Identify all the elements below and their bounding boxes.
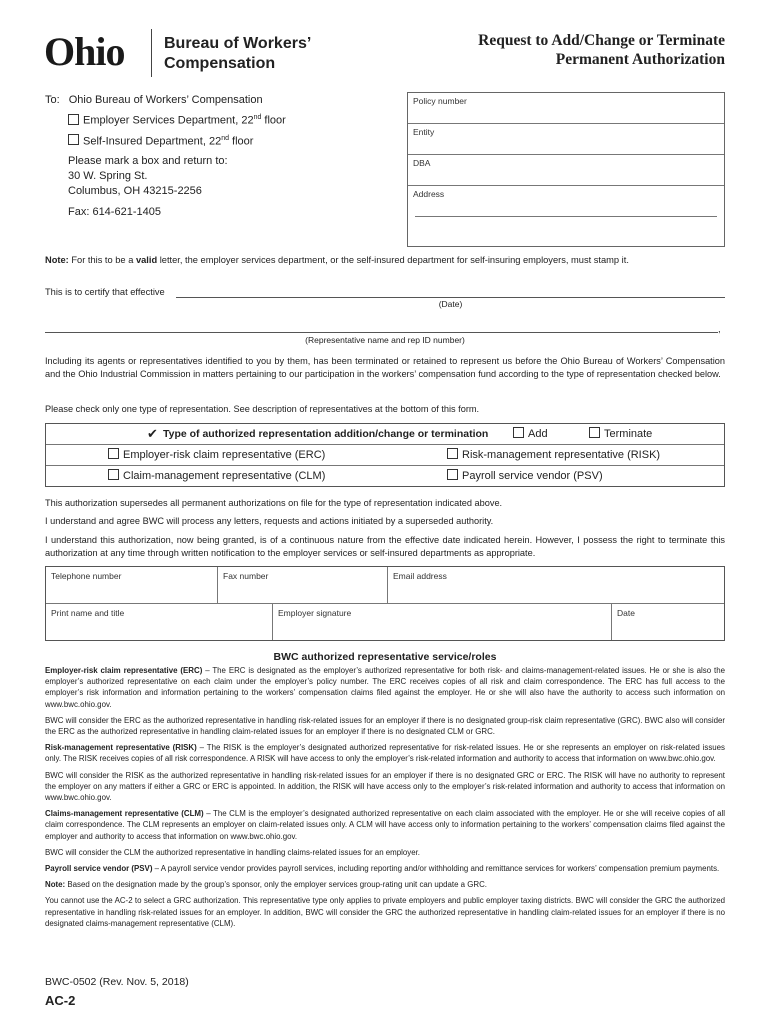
logo-divider [151, 29, 152, 77]
risk-description: Risk-management representative (RISK) – The RISK is the employer’s designated authorized representative for risk-related issues. He or she represents an employer on risk-related issues only. The RISK receives copies of all risk correspondence. A RISK will have access to only the employer’s risk-related information and authority to access that information on www.bwc.ohio.gov. [45, 743, 725, 764]
agency-line-1: Bureau of Workers’ [164, 35, 312, 52]
clm-option[interactable]: Claim-management representative (CLM) [108, 469, 325, 482]
certify-text: This is to certify that effective [45, 287, 165, 297]
roles-section [45, 665, 725, 934]
telephone-field[interactable]: Telephone number [46, 567, 218, 604]
rep-table-header-text: Type of authorized representation addition/change or termination [163, 428, 489, 440]
continuous-statement: I understand this authorization, now being granted, is of a continuous nature from the effective date indicated herein. However, I possess the right to terminate this authorization at any time through written notification to the employer services or self-insured departments as appropriate. [45, 535, 725, 558]
clm-consideration: BWC will consider the CLM the authorized representative in handling claims-related issues for an employer. [45, 847, 420, 857]
erc-checkbox[interactable] [108, 448, 119, 459]
self-insured-option[interactable]: Self-Insured Department, 22nd floor [68, 130, 286, 151]
form-number: BWC-0502 (Rev. Nov. 5, 2018) [45, 976, 189, 988]
add-option[interactable]: Add [513, 427, 548, 440]
print-name-field[interactable]: Print name and title [46, 604, 273, 640]
terminate-option[interactable]: Terminate [589, 427, 652, 440]
grc-description: You cannot use the AC-2 to select a GRC authorization. This representative type only applies to private employers and public employer taxing districts. BWC will consider the GRC the authorized representative in handling risk-related issues for an employer. In addition, BWC will consider the GRC the authorized representative in handling claim-related issues for an employer if there is no designated claims-management representative (CLM). [45, 896, 725, 928]
risk-consideration: BWC will consider the RISK as the authorized representative in handling risk-related issues for an employer if there is no designated GRC or ERC. The RISK will have no authority to represent the employer on any matters if either a GRC or ERC is appointed. In addition, the RISK will have access only to the employer’s risk-related information and authority to access that information on www.bwc.ohio.gov. [45, 770, 725, 803]
risk-option[interactable]: Risk-management representative (RISK) [447, 448, 660, 461]
supersedes-statement: This authorization supersedes all permanent authorizations on file for the type of representation indicated above. [45, 498, 503, 508]
to-line [45, 91, 286, 109]
rep-row-1 [46, 445, 724, 466]
clm-checkbox[interactable] [108, 469, 119, 480]
agency-line-2: Compensation [164, 55, 276, 72]
rep-table-header [46, 424, 724, 445]
terminate-checkbox[interactable] [589, 427, 600, 438]
employer-signature-field[interactable]: Employer signature [273, 604, 612, 640]
psv-option[interactable]: Payroll service vendor (PSV) [447, 469, 603, 482]
risk-checkbox[interactable] [447, 448, 458, 459]
entity-field[interactable]: Entity [408, 124, 724, 155]
check-one-instruction: Please check only one type of representation. See description of representatives at the bottom of this form. [45, 404, 480, 414]
rep-comma: , [718, 324, 721, 335]
erc-option[interactable]: Employer-risk claim representative (ERC) [108, 448, 325, 461]
to-value: Ohio Bureau of Workers’ Compensation [68, 94, 263, 106]
roles-heading: BWC authorized representative service/roles [273, 651, 497, 663]
return-fax: Fax: 614-621-1405 [68, 206, 161, 219]
fax-field[interactable]: Fax number [218, 567, 388, 604]
return-city: Columbus, OH 43215-2256 [68, 185, 202, 198]
clm-description: Claims-management representative (CLM) – The CLM is the employer’s designated authorized representative on each claim associated with the employer. He or she will receive copies of all claim correspondence. The CLM represents an employer on claim-related issues only. A CLM will have access only to information pertaining to the workers’ compensation claims filed against the employer and authority to access that information on www.bwc.ohio.gov. [45, 809, 725, 841]
contact-signature-table [45, 566, 725, 641]
psv-checkbox[interactable] [447, 469, 458, 480]
form-code: AC-2 [45, 993, 76, 1008]
form-title [478, 31, 725, 69]
add-checkbox[interactable] [513, 427, 524, 438]
check-mark-icon: ✔ [147, 426, 158, 441]
employer-info-box [407, 92, 725, 247]
effective-date-line[interactable] [176, 297, 725, 298]
agree-statement: I understand and agree BWC will process any letters, requests and actions initiated by a superseded authority. [45, 516, 494, 526]
return-instruction: Please mark a box and return to: [68, 155, 228, 168]
erc-description: Employer-risk claim representative (ERC) – The ERC is designated as the employer’s authorized representative for both risk- and claims-management-related issues. He or she is also the employer’s authorized representative on each claim under the employer’s policy number. The ERC receives copies of all risk and claim correspondence. The ERC has full access to the employer’s risk information and information pertaining to the workers’ compensation claims filed against the employer. He or she will also have the authority to access such information on www.bwc.ohio.gov. [45, 666, 725, 709]
form-title-line-2: Permanent Authorization [555, 51, 725, 68]
rep-caption: (Representative name and rep ID number) [305, 335, 465, 345]
representative-line[interactable] [45, 332, 718, 333]
employer-services-option[interactable]: Employer Services Department, 22nd floor [68, 109, 286, 130]
address-block [45, 91, 286, 220]
date-field[interactable]: Date [617, 608, 635, 618]
psv-description: Payroll service vendor (PSV) – A payroll service vendor provides payroll services, including reporting and/or withholding and remittance services for workers’ compensation premium payments. [45, 864, 720, 874]
employer-services-checkbox[interactable] [68, 114, 79, 125]
email-field[interactable]: Email address [388, 567, 724, 604]
logo-text: Ohio [44, 29, 125, 74]
stamp-note: Note: For this to be a valid letter, the employer services department, or the self-insured department for self-insuring employers, must stamp it. [45, 255, 629, 265]
ohio-logo [44, 30, 144, 74]
to-label: To: [45, 94, 60, 106]
address-field[interactable]: Address [408, 186, 724, 246]
date-caption: (Date) [438, 299, 463, 309]
dba-field[interactable]: DBA [408, 155, 724, 186]
representation-table [45, 423, 725, 487]
erc-consideration: BWC will consider the ERC as the authorized representative in handling risk-related issues for an employer if there is no designated group-risk claim representative (GRC). BWC also will consider the ERC as the authorized representative in handling claim-related issues for an employer if there is no designated CLM or GRC. [45, 715, 725, 737]
policy-number-field[interactable]: Policy number [408, 93, 724, 124]
rep-row-2 [46, 466, 724, 486]
form-title-line-1: Request to Add/Change or Terminate [478, 32, 725, 49]
self-insured-checkbox[interactable] [68, 134, 79, 145]
return-street: 30 W. Spring St. [68, 170, 148, 183]
grc-note: Note: Based on the designation made by the group’s sponsor, only the employer services group-rating unit can update a GRC. [45, 880, 487, 890]
agency-name [164, 34, 311, 74]
address-second-line [415, 216, 717, 217]
including-paragraph: Including its agents or representatives identified to you by them, has been terminated or retained to represent us before the Ohio Bureau of Workers’ Compensation and the Ohio Industrial Commission in matters pertaining to our participation in the workers’ compensation fund according to the type of representation checked below. [45, 356, 725, 379]
